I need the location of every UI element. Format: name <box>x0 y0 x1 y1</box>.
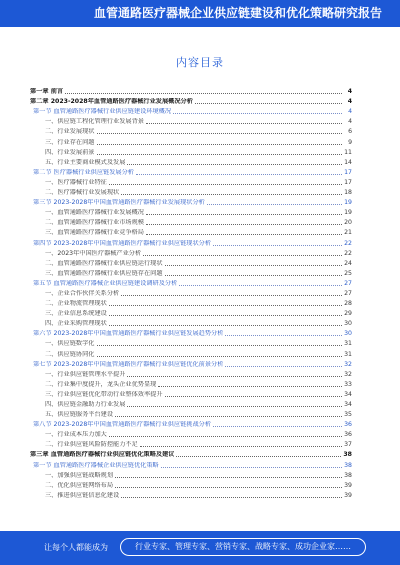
toc-entry-title: 三、推进供应链信息化建设 <box>45 491 120 499</box>
toc-entry-page-number: 4 <box>347 98 352 106</box>
report-title: 血管通路医疗器械企业供应链建设和优化策略研究报告 <box>93 6 382 20</box>
toc-entry-page-number: 20 <box>344 219 352 227</box>
toc-entry-page-number: 4 <box>348 108 352 116</box>
dot-leader <box>109 184 342 185</box>
toc-chapter-entry <box>30 96 352 106</box>
slogan-lead: 让每个人都能成为 <box>44 543 108 552</box>
toc-entry-page-number: 22 <box>344 239 352 247</box>
dot-leader <box>65 93 342 94</box>
toc-item-entry <box>30 217 352 227</box>
toc-section-entry <box>30 459 352 469</box>
toc-entry-title: 二、供应链协同化 <box>45 350 95 358</box>
toc-entry-title: 五、供应链服务平台建设 <box>45 411 114 419</box>
toc-section-entry <box>30 106 352 116</box>
toc-item-entry <box>30 288 352 298</box>
dot-leader <box>225 335 342 336</box>
dot-leader <box>173 113 342 114</box>
dot-leader <box>179 285 342 286</box>
dot-leader <box>165 396 342 397</box>
dot-leader <box>115 487 342 488</box>
toc-item-entry <box>30 348 352 358</box>
dot-leader <box>140 446 342 447</box>
dot-leader <box>146 214 342 215</box>
toc-entry-title: 四、企业采购管理现状 <box>45 320 107 328</box>
toc-entry-page-number: 21 <box>344 229 352 237</box>
dot-leader <box>146 234 342 235</box>
toc-entry-title: 三、行业供应链优化带动行业整体效率提升 <box>45 390 163 398</box>
toc-entry-title: 一、血管通路医疗器械行业发展概况 <box>45 209 144 217</box>
toc-entry-title: 三、行业存在问题 <box>45 138 95 146</box>
toc-entry-title: 二、血管通路医疗器械行业供应链运行现状 <box>45 259 163 267</box>
dot-leader <box>127 406 342 407</box>
slogan-roles: 行业专家、管理专家、营销专家、战略专家、成功企业家…… <box>135 542 351 551</box>
dot-leader <box>207 204 342 205</box>
dot-leader <box>165 275 342 276</box>
toc-entry-title: 二、血管通路医疗器械行业市场规模 <box>45 219 144 227</box>
toc-entry-title: 三、企业信息系统建设 <box>45 310 107 318</box>
toc-entry-page-number: 30 <box>344 320 352 328</box>
toc-entry-page-number: 38 <box>343 451 352 459</box>
toc-entry-page-number: 19 <box>344 209 352 217</box>
toc-entry-page-number: 36 <box>344 421 352 429</box>
dot-leader <box>97 356 343 357</box>
toc-entry-page-number: 29 <box>344 310 352 318</box>
toc-entry-page-number: 18 <box>344 189 352 197</box>
toc-entry-title: 第四节 2023-2028年中国血管通路医疗器械行业供应链现状分析 <box>33 239 212 247</box>
toc-entry-title: 一、行业成本压力加大 <box>45 431 107 439</box>
toc-entry-title: 二、行业供应链风险防控能力不足 <box>45 441 138 449</box>
dot-leader <box>121 194 342 195</box>
dot-leader <box>109 436 342 437</box>
dot-leader <box>127 376 342 377</box>
toc-entry-title: 第七节 2023-2028年中国血管通路医疗器械行业供应链优化前景分析 <box>33 360 224 368</box>
toc-entry-title: 二、医疗器械行业发展现状 <box>45 189 120 197</box>
dot-leader <box>97 144 343 145</box>
toc-entry-page-number: 32 <box>344 370 352 378</box>
toc-entry-page-number: 24 <box>344 259 352 267</box>
toc-entry-page-number: 9 <box>348 138 352 146</box>
dot-leader <box>121 295 342 296</box>
toc-item-entry <box>30 248 352 258</box>
toc-entry-page-number: 14 <box>344 158 352 166</box>
toc-item-entry <box>30 207 352 217</box>
toc-entry-page-number: 37 <box>344 441 352 449</box>
toc-chapter-entry <box>30 449 352 459</box>
toc-item-entry <box>30 177 352 187</box>
toc-section-entry <box>30 197 352 207</box>
toc-item-entry <box>30 379 352 389</box>
toc-entry-page-number: 4 <box>347 88 352 96</box>
toc-entry-title: 第三章 血管通路医疗器械行业供应链优化策略及建议 <box>30 451 175 459</box>
dot-leader <box>109 315 342 316</box>
toc-entry-page-number: 35 <box>344 411 352 419</box>
toc-entry-title: 第一章 前言 <box>30 88 64 96</box>
toc-chapter-entry <box>30 86 352 96</box>
dot-leader <box>115 477 342 478</box>
toc-item-entry <box>30 298 352 308</box>
toc-entry-page-number: 32 <box>344 360 352 368</box>
toc-entry-page-number: 17 <box>344 168 352 176</box>
dot-leader <box>109 325 342 326</box>
toc-entry-page-number: 39 <box>344 491 352 499</box>
toc-entry-title: 第六节 2023-2028年中国血管通路医疗器械行业供应链发展趋势分析 <box>33 330 224 338</box>
toc-item-entry <box>30 227 352 237</box>
dot-leader <box>136 174 342 175</box>
dot-leader <box>213 426 342 427</box>
toc-item-entry <box>30 480 352 490</box>
toc-entry-page-number: 31 <box>344 350 352 358</box>
toc-item-entry <box>30 157 352 167</box>
toc-entry-page-number: 38 <box>344 471 352 479</box>
toc-entry-title: 四、供应链金融助力行业发展 <box>45 401 126 408</box>
toc-heading: 内容目录 <box>176 56 224 69</box>
toc-entry-title: 一、供应链工程化管理行业发展背景 <box>45 118 144 126</box>
toc-item-entry <box>30 147 352 157</box>
dot-leader <box>213 245 342 246</box>
toc-entry-title: 一、供应链数字化 <box>45 340 95 348</box>
dot-leader <box>195 103 342 104</box>
toc-entry-title: 二、企业物流管理现状 <box>45 300 107 308</box>
dot-leader <box>143 255 342 256</box>
table-of-contents <box>30 86 352 500</box>
toc-entry-page-number: 34 <box>344 390 352 398</box>
toc-entry-title: 第二节 医疗器械行业供应链发展分析 <box>33 168 134 176</box>
toc-entry-title: 二、行业发展现状 <box>45 128 95 136</box>
toc-entry-title: 一、企业合作伙伴关系分析 <box>45 289 120 297</box>
toc-entry-page-number: 6 <box>348 128 352 136</box>
dot-leader <box>146 123 342 124</box>
dot-leader <box>225 366 342 367</box>
toc-entry-page-number: 38 <box>344 461 352 469</box>
slogan-banner <box>0 531 400 565</box>
toc-entry-page-number: 4 <box>348 118 352 126</box>
dot-leader <box>109 305 342 306</box>
toc-entry-page-number: 27 <box>344 289 352 297</box>
toc-entry-page-number: 28 <box>344 300 352 308</box>
toc-item-entry <box>30 268 352 278</box>
toc-entry-page-number: 33 <box>344 380 352 388</box>
toc-item-entry <box>30 369 352 379</box>
toc-entry-title: 第一节 血管通路医疗器械行业供应链建设环境概况 <box>33 108 172 116</box>
toc-entry-page-number: 11 <box>344 148 352 156</box>
toc-entry-page-number: 39 <box>344 481 352 489</box>
toc-item-entry <box>30 470 352 480</box>
toc-entry-page-number: 17 <box>344 178 352 186</box>
dot-leader <box>97 133 343 134</box>
toc-entry-title: 第二章 2023-2028年血管通路医疗器械行业发展概况分析 <box>30 98 193 106</box>
dot-leader <box>97 345 343 346</box>
toc-entry-page-number: 25 <box>344 269 352 277</box>
dot-leader <box>158 386 342 387</box>
toc-entry-title: 第五节 血管通路医疗器械企业供应链建设调研及分析 <box>33 279 178 287</box>
dot-leader <box>97 154 343 155</box>
toc-entry-title: 一、医疗器械行业特征 <box>45 178 107 186</box>
toc-entry-page-number: 27 <box>344 279 352 287</box>
toc-entry-title: 二、行业集中度提升，龙头企业优势显现 <box>45 380 157 388</box>
toc-section-entry <box>30 328 352 338</box>
toc-item-entry <box>30 439 352 449</box>
dot-leader <box>165 265 342 266</box>
toc-section-entry <box>30 419 352 429</box>
toc-section-entry <box>30 278 352 288</box>
dot-leader <box>146 224 342 225</box>
dot-leader <box>176 456 341 457</box>
toc-entry-page-number: 36 <box>344 431 352 439</box>
toc-entry-title: 第三节 2023-2028年中国血管通路医疗器械行业发展现状分析 <box>33 199 205 207</box>
toc-item-entry <box>30 490 352 500</box>
toc-section-entry <box>30 237 352 247</box>
toc-entry-title: 三、血管通路医疗器械行业供应链存在问题 <box>45 269 163 277</box>
toc-entry-page-number: 30 <box>344 330 352 338</box>
toc-entry-title: 一、2023年中国医疗器械产业分析 <box>45 249 142 257</box>
toc-entry-title: 二、优化供应链网络布局 <box>45 481 114 489</box>
toc-item-entry <box>30 429 352 439</box>
toc-entry-page-number: 22 <box>344 249 352 257</box>
dot-leader <box>161 467 342 468</box>
toc-entry-title: 三、血管通路医疗器械行业竞争格局 <box>45 229 144 237</box>
toc-item-entry <box>30 136 352 146</box>
toc-item-entry <box>30 258 352 268</box>
toc-entry-page-number: 34 <box>344 401 352 408</box>
report-title-banner <box>0 0 400 27</box>
toc-entry-title: 一、加强供应链战略规划 <box>45 471 114 479</box>
dot-leader <box>127 164 342 165</box>
dot-leader <box>121 497 342 498</box>
toc-item-entry <box>30 389 352 399</box>
toc-item-entry <box>30 126 352 136</box>
toc-item-entry <box>30 318 352 328</box>
toc-item-entry <box>30 338 352 348</box>
toc-entry-title: 五、行业主要商业模式及发展 <box>45 158 126 166</box>
toc-item-entry <box>30 399 352 409</box>
toc-section-entry <box>30 359 352 369</box>
toc-entry-title: 第一节 血管通路医疗器械企业供应链优化策略 <box>33 461 159 469</box>
dot-leader <box>115 416 342 417</box>
toc-entry-title: 四、行业发展前景 <box>45 148 95 156</box>
toc-entry-page-number: 19 <box>344 199 352 207</box>
toc-item-entry <box>30 308 352 318</box>
toc-entry-page-number: 31 <box>344 340 352 348</box>
toc-section-entry <box>30 167 352 177</box>
toc-item-entry <box>30 409 352 419</box>
toc-item-entry <box>30 187 352 197</box>
toc-entry-title: 一、行业供应链管理水平提升 <box>45 370 126 378</box>
slogan-roles-pill <box>120 538 366 556</box>
toc-entry-title: 第八节 2023-2028年中国血管通路医疗器械行业供应链挑战分析 <box>33 421 212 429</box>
toc-item-entry <box>30 116 352 126</box>
